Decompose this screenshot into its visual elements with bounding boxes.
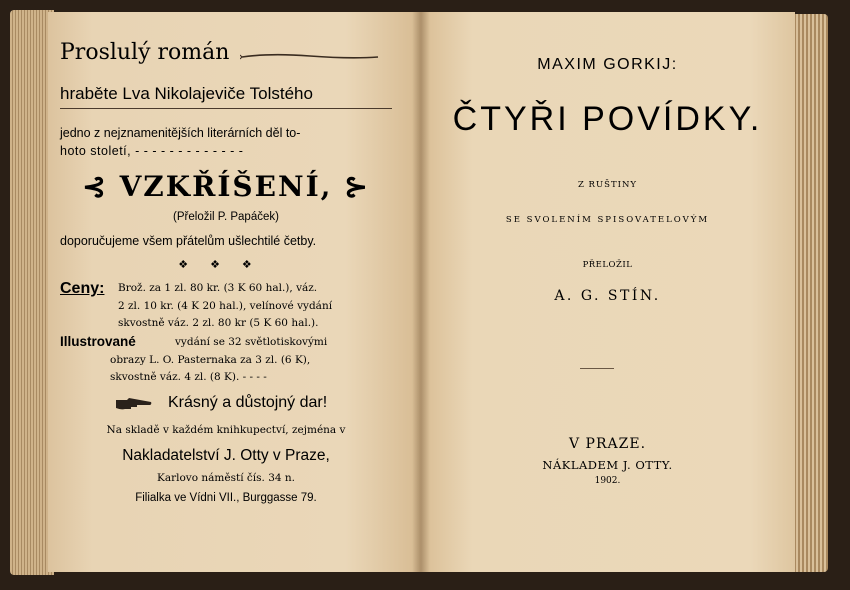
title-page-consent: SE SVOLENÍM SPISOVATELOVÝM: [505, 215, 710, 225]
ad-price-line: Brož. za 1 zl. 80 kr. (3 K 60 hal.), váz.: [118, 282, 318, 294]
title-page-title: ČTYŘI POVÍDKY.: [452, 100, 763, 138]
ad-prices: [118, 280, 332, 333]
ad-illustrated-line: skvostně váz. 4 zl. (8 K). - - - -: [110, 371, 267, 383]
ad-illustrated-line: obrazy L. O. Pasternaka za 3 zl. (6 K),: [110, 354, 311, 366]
title-page-publisher: NÁKLADEM J. OTTY.: [542, 458, 673, 472]
ad-branch: Filialka ve Vídni VII., Burggasse 79.: [135, 492, 317, 504]
ad-price-line: skvostně váz. 2 zl. 80 kr (5 K 60 hal.).: [118, 317, 319, 329]
ad-publisher: Nakladatelství J. Otty v Praze,: [122, 447, 330, 464]
ad-address: Karlovo náměstí čís. 34 n.: [157, 472, 295, 484]
title-page-author: MAXIM GORKIJ:: [537, 56, 678, 73]
ad-illustrated-line: vydání se 32 světlotiskovými: [175, 336, 328, 348]
ad-title: Proslulý román: [60, 40, 230, 65]
title-page-rule: [580, 368, 614, 369]
title-page-translated-by: PŘELOŽIL: [582, 260, 633, 270]
flourish-ornament: [240, 52, 380, 62]
title-page-translator: A. G. STÍN.: [554, 288, 661, 304]
ad-description-line-2: hoto století, - - - - - - - - - - - - -: [60, 144, 244, 158]
ad-translator-note: (Přeložil P. Papáček): [173, 211, 279, 223]
title-page-place: V PRAZE.: [568, 436, 647, 452]
ad-book-title: VZKŘÍŠENÍ,: [119, 170, 333, 203]
ad-book-title-row: [60, 170, 392, 203]
ad-illustrated-text: [110, 352, 310, 386]
right-page-edges: [790, 14, 828, 572]
ad-author-line: hraběte Lva Nikolajeviče Tolstého: [60, 84, 313, 103]
ad-prices-label: Ceny:: [60, 280, 105, 297]
ad-illustrated-label: Illustrované: [60, 334, 136, 349]
title-page-from-language: Z RUŠTINY: [577, 180, 638, 190]
ad-description-line-1: jedno z nejznamenitějších literárních děl to-: [60, 126, 301, 140]
ad-price-line: 2 zl. 10 kr. (4 K 20 hal.), velínové vydání: [118, 299, 333, 312]
ad-stock-text: Na skladě v každém knihkupectví, zejména v: [106, 424, 346, 436]
ad-divider: [60, 108, 392, 109]
ornament-left-icon: ⊰: [82, 170, 108, 203]
ad-recommendation: doporučujeme všem přátelům ušlechtilé četby.: [60, 234, 317, 248]
title-page-year: 1902.: [594, 476, 621, 486]
pointing-hand-icon: [115, 396, 153, 412]
ornament-divider-icon: ❖❖❖: [178, 258, 274, 271]
ad-gift-text: Krásný a důstojný dar!: [168, 394, 328, 411]
ornament-right-icon: ⊱: [344, 170, 370, 203]
